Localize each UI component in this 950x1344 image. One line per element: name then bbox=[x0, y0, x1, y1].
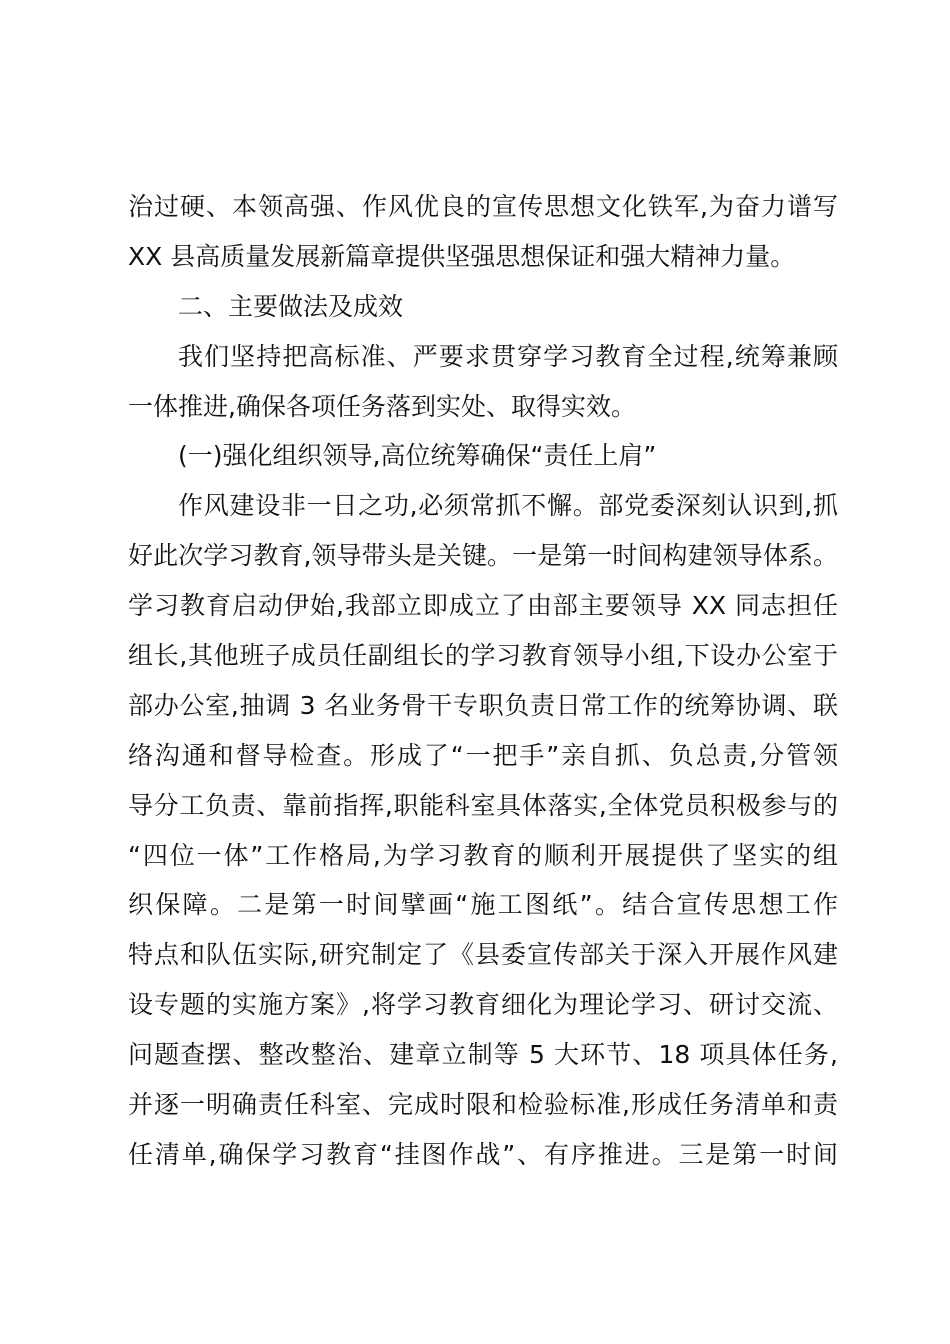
paragraph-line-1: 治过硬、本领高强、作风优良的宣传思想文化铁军,为奋力谱写 bbox=[128, 192, 838, 221]
paragraph-line-16: 问题查摆、整改整治、建章立制等 5 大环节、18 项具体任务, bbox=[128, 1040, 838, 1070]
document-body bbox=[128, 182, 838, 1180]
paragraph-line-7: 学习教育启动伊始,我部立即成立了由部主要领导 XX 同志担任 bbox=[128, 591, 838, 621]
section-heading: 二、主要做法及成效 bbox=[178, 291, 404, 321]
paragraph-line-18: 任清单,确保学习教育“挂图作战”、有序推进。三是第一时间 bbox=[128, 1139, 838, 1169]
paragraph-line-12: “四位一体”工作格局,为学习教育的顺利开展提供了坚实的组 bbox=[128, 840, 838, 870]
paragraph-line-6: 好此次学习教育,领导带头是关键。一是第一时间构建领导体系。 bbox=[128, 541, 838, 571]
paragraph-line-11: 导分工负责、靠前指挥,职能科室具体落实,全体党员积极参与的 bbox=[128, 790, 838, 820]
paragraph-line-2: XX 县高质量发展新篇章提供坚强思想保证和强大精神力量。 bbox=[128, 241, 796, 271]
paragraph-line-4: 一体推进,确保各项任务落到实处、取得实效。 bbox=[128, 391, 636, 421]
paragraph-line-14: 特点和队伍实际,研究制定了《县委宣传部关于深入开展作风建 bbox=[128, 940, 838, 970]
paragraph-line-3: 我们坚持把高标准、严要求贯穿学习教育全过程,统筹兼顾 bbox=[178, 341, 838, 371]
paragraph-line-15: 设专题的实施方案》,将学习教育细化为理论学习、研讨交流、 bbox=[128, 990, 838, 1020]
paragraph-line-13: 织保障。二是第一时间擘画“施工图纸”。结合宣传思想工作 bbox=[128, 890, 838, 920]
paragraph-line-9: 部办公室,抽调 3 名业务骨干专职负责日常工作的统筹协调、联 bbox=[128, 690, 838, 720]
paragraph-line-5: 作风建设非一日之功,必须常抓不懈。部党委深刻认识到,抓 bbox=[178, 491, 838, 521]
paragraph-line-17: 并逐一明确责任科室、完成时限和检验标准,形成任务清单和责 bbox=[128, 1090, 838, 1120]
paragraph-line-10: 络沟通和督导检查。形成了“一把手”亲自抓、负总责,分管领 bbox=[128, 740, 838, 770]
paragraph-line-8: 组长,其他班子成员任副组长的学习教育领导小组,下设办公室于 bbox=[128, 641, 838, 671]
subsection-heading: (一)强化组织领导,高位统筹确保“责任上肩” bbox=[178, 441, 657, 471]
